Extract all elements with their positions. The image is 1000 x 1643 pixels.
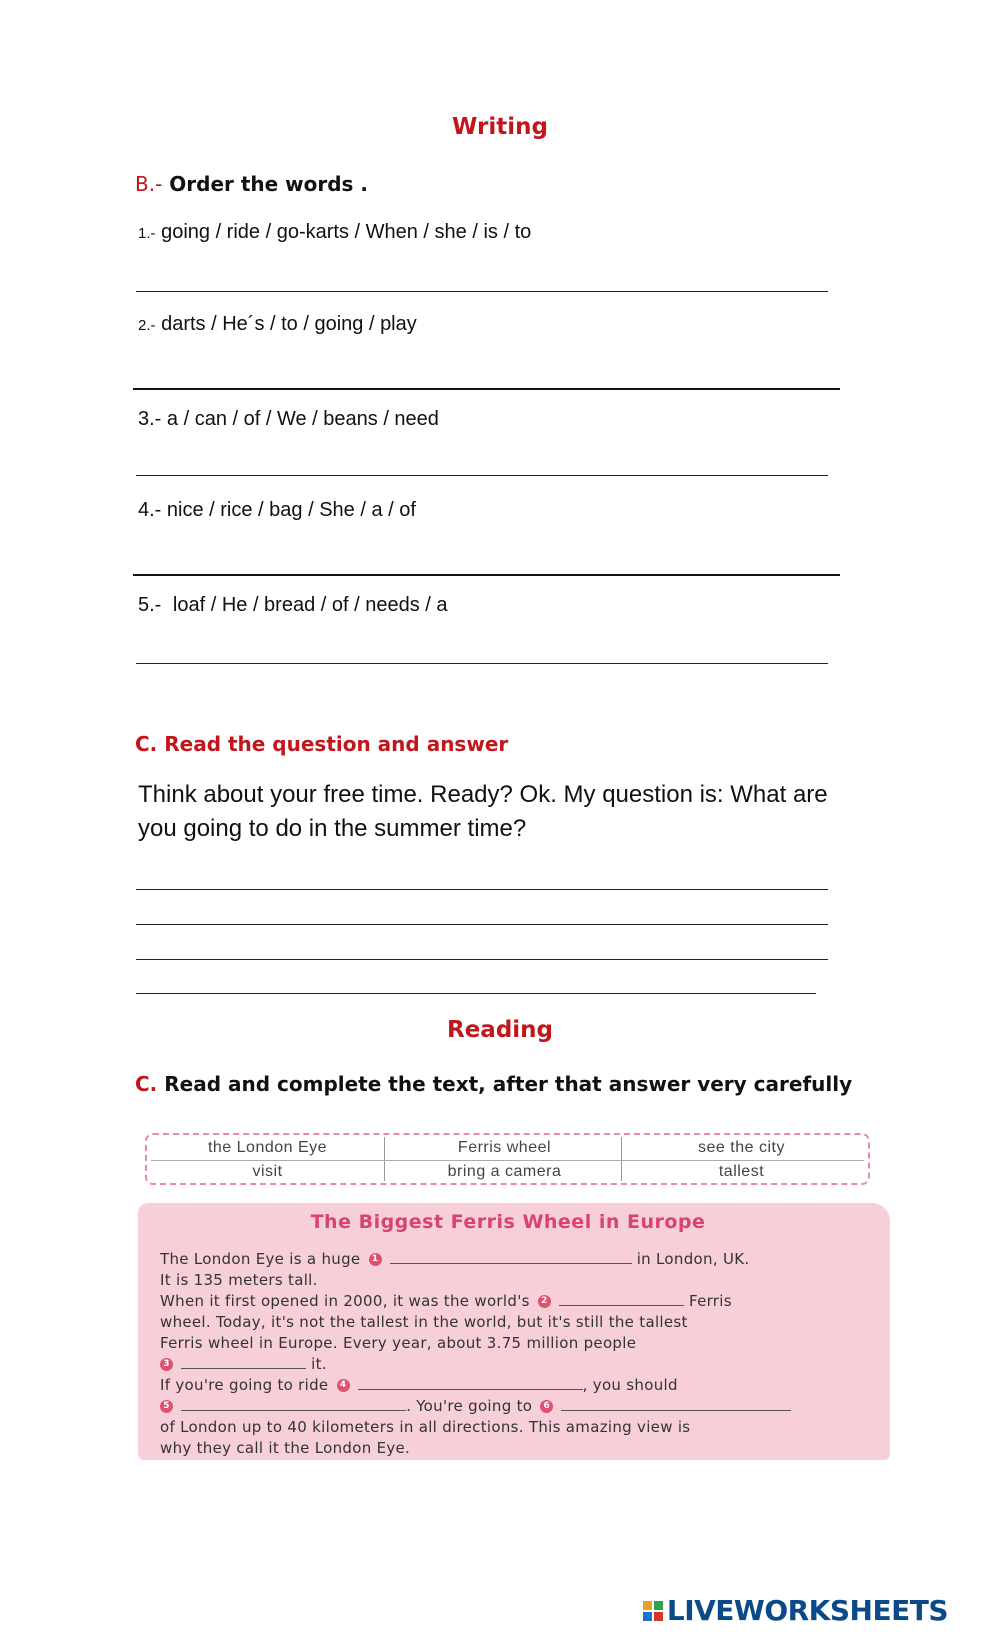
passage-title: The Biggest Ferris Wheel in Europe <box>310 1211 706 1233</box>
liveworksheets-logo-icon <box>643 1601 663 1621</box>
blank-5[interactable] <box>181 1398 406 1411</box>
blank-6[interactable] <box>561 1398 791 1411</box>
marker-6-icon: 6 <box>540 1400 553 1413</box>
order-item-5 <box>138 594 448 617</box>
answer-line-2[interactable] <box>133 388 840 390</box>
section-c-question-heading: C. Read the question and answer <box>135 732 509 756</box>
blank-1[interactable] <box>390 1251 632 1264</box>
reading-passage-panel <box>138 1203 890 1460</box>
passage-line-8: 5 . You're going to 6 <box>160 1397 791 1415</box>
question-text: Think about your free time. Ready? Ok. My question is: What are you going to do in the summer time? <box>138 781 828 842</box>
answer-line-4[interactable] <box>133 574 840 576</box>
item-3-words: a / can / of / We / beans / need <box>166 408 439 430</box>
passage-line-5: Ferris wheel in Europe. Every year, about 3.75 million people <box>160 1334 637 1352</box>
word-box-cell: tallest <box>718 1163 765 1180</box>
blank-3[interactable] <box>181 1356 306 1369</box>
reading-section-heading <box>135 1072 852 1096</box>
item-2-words: darts / He´s / to / going / play <box>161 313 417 335</box>
item-3-number: 3.- <box>138 408 162 430</box>
section-b-label: B.- <box>135 172 163 196</box>
answer-line-c-3[interactable] <box>136 959 828 960</box>
marker-1-icon: 1 <box>369 1253 382 1266</box>
word-box-cell: see the city <box>698 1139 785 1156</box>
answer-line-5[interactable] <box>136 663 828 664</box>
answer-line-c-2[interactable] <box>136 924 828 925</box>
reading-section-label: C. <box>135 1072 158 1096</box>
passage-line-6: 3 it. <box>160 1355 327 1373</box>
writing-title: Writing <box>452 114 548 140</box>
marker-3-icon: 3 <box>160 1358 173 1371</box>
marker-4-icon: 4 <box>337 1379 350 1392</box>
item-5-number: 5.- <box>138 594 162 616</box>
word-box-cell: bring a camera <box>447 1163 562 1180</box>
passage-line-3: When it first opened in 2000, it was the world's 2 Ferris <box>160 1292 732 1310</box>
passage-line-1: The London Eye is a huge 1 in London, UK. <box>160 1250 750 1268</box>
section-b-heading <box>135 172 368 196</box>
marker-2-icon: 2 <box>538 1295 551 1308</box>
logo-square <box>654 1612 663 1621</box>
passage-line-4: wheel. Today, it's not the tallest in the world, but it's still the tallest <box>160 1313 688 1331</box>
item-1-number: 1.- <box>138 225 156 242</box>
logo-square <box>643 1601 652 1610</box>
logo-text: LIVEWORKSHEETS <box>666 1594 948 1627</box>
word-box <box>145 1133 870 1185</box>
answer-line-c-1[interactable] <box>136 889 828 890</box>
marker-5-icon: 5 <box>160 1400 173 1413</box>
blank-4[interactable] <box>358 1377 583 1390</box>
answer-line-3[interactable] <box>136 475 828 476</box>
order-item-1 <box>138 221 531 244</box>
logo-square <box>643 1612 652 1621</box>
reading-section-title: Read and complete the text, after that answer very carefully <box>164 1072 853 1096</box>
logo-square <box>654 1601 663 1610</box>
word-box-cell: the London Eye <box>207 1139 328 1156</box>
order-item-2 <box>138 313 417 336</box>
item-4-words: nice / rice / bag / She / a / of <box>166 499 416 521</box>
item-4-number: 4.- <box>138 499 162 521</box>
section-b-title: Order the words . <box>169 172 369 196</box>
item-2-number: 2.- <box>138 317 156 334</box>
passage-line-2: It is 135 meters tall. <box>160 1271 318 1289</box>
item-5-words: loaf / He / bread / of / needs / a <box>172 594 448 616</box>
word-box-cell: visit <box>252 1163 283 1180</box>
passage-line-7: If you're going to ride 4 , you should <box>160 1376 678 1394</box>
item-1-words: going / ride / go-karts / When / she / is / to <box>161 221 532 243</box>
order-item-3 <box>138 408 439 431</box>
answer-line-c-4[interactable] <box>136 993 816 994</box>
blank-2[interactable] <box>559 1293 684 1306</box>
passage-line-9: of London up to 40 kilometers in all directions. This amazing view is <box>160 1418 691 1436</box>
word-box-cell: Ferris wheel <box>457 1139 552 1156</box>
reading-title: Reading <box>446 1017 553 1043</box>
answer-line-1[interactable] <box>136 291 828 292</box>
passage-line-10: why they call it the London Eye. <box>160 1439 411 1457</box>
order-item-4 <box>138 499 416 522</box>
liveworksheets-logo <box>643 1594 948 1627</box>
